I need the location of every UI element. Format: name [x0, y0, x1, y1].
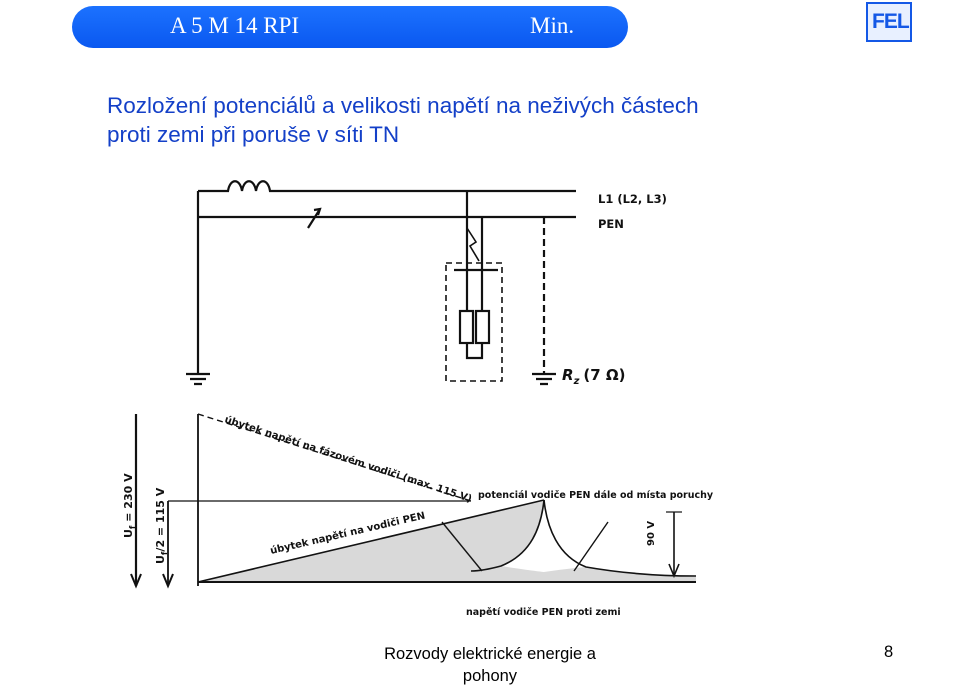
label-drop-phase: úbytek napětí na fázovém vodiči (max. 115 V)	[223, 414, 474, 505]
course-code: A 5 M 14 RPI	[170, 13, 300, 38]
label-uf2: $U_f/2 = 115$ V	[154, 487, 169, 564]
tn-fault-diagram	[106, 166, 714, 622]
label-uf: $U_f = 230$ V	[122, 473, 137, 538]
page-number: 8	[884, 643, 894, 661]
label-phase: L1 (L2, L3)	[598, 192, 667, 206]
fel-logo-text: FEL	[872, 10, 909, 33]
slide-title-line-1: Rozložení potenciálů a velikosti napětí na neživých částech	[107, 93, 699, 118]
label-pen-voltage: napětí vodiče PEN proti zemi	[466, 607, 621, 618]
duration-label: Min.	[530, 13, 575, 38]
footer-line-2: pohony	[462, 667, 518, 685]
slide-title-line-2: proti zemi při poruše v síti TN	[107, 122, 400, 147]
label-potential: potenciál vodiče PEN dále od místa poruchy	[478, 490, 714, 501]
footer-title	[340, 643, 640, 687]
label-90v: 90 V	[646, 520, 657, 546]
slide-title	[107, 91, 867, 149]
label-pen: PEN	[598, 217, 624, 231]
label-drop-pen: úbytek napětí na vodiči PEN	[269, 510, 427, 557]
label-rz: $R_z$ (7 Ω)	[562, 366, 626, 387]
footer-line-1: Rozvody elektrické energie a	[384, 645, 596, 663]
